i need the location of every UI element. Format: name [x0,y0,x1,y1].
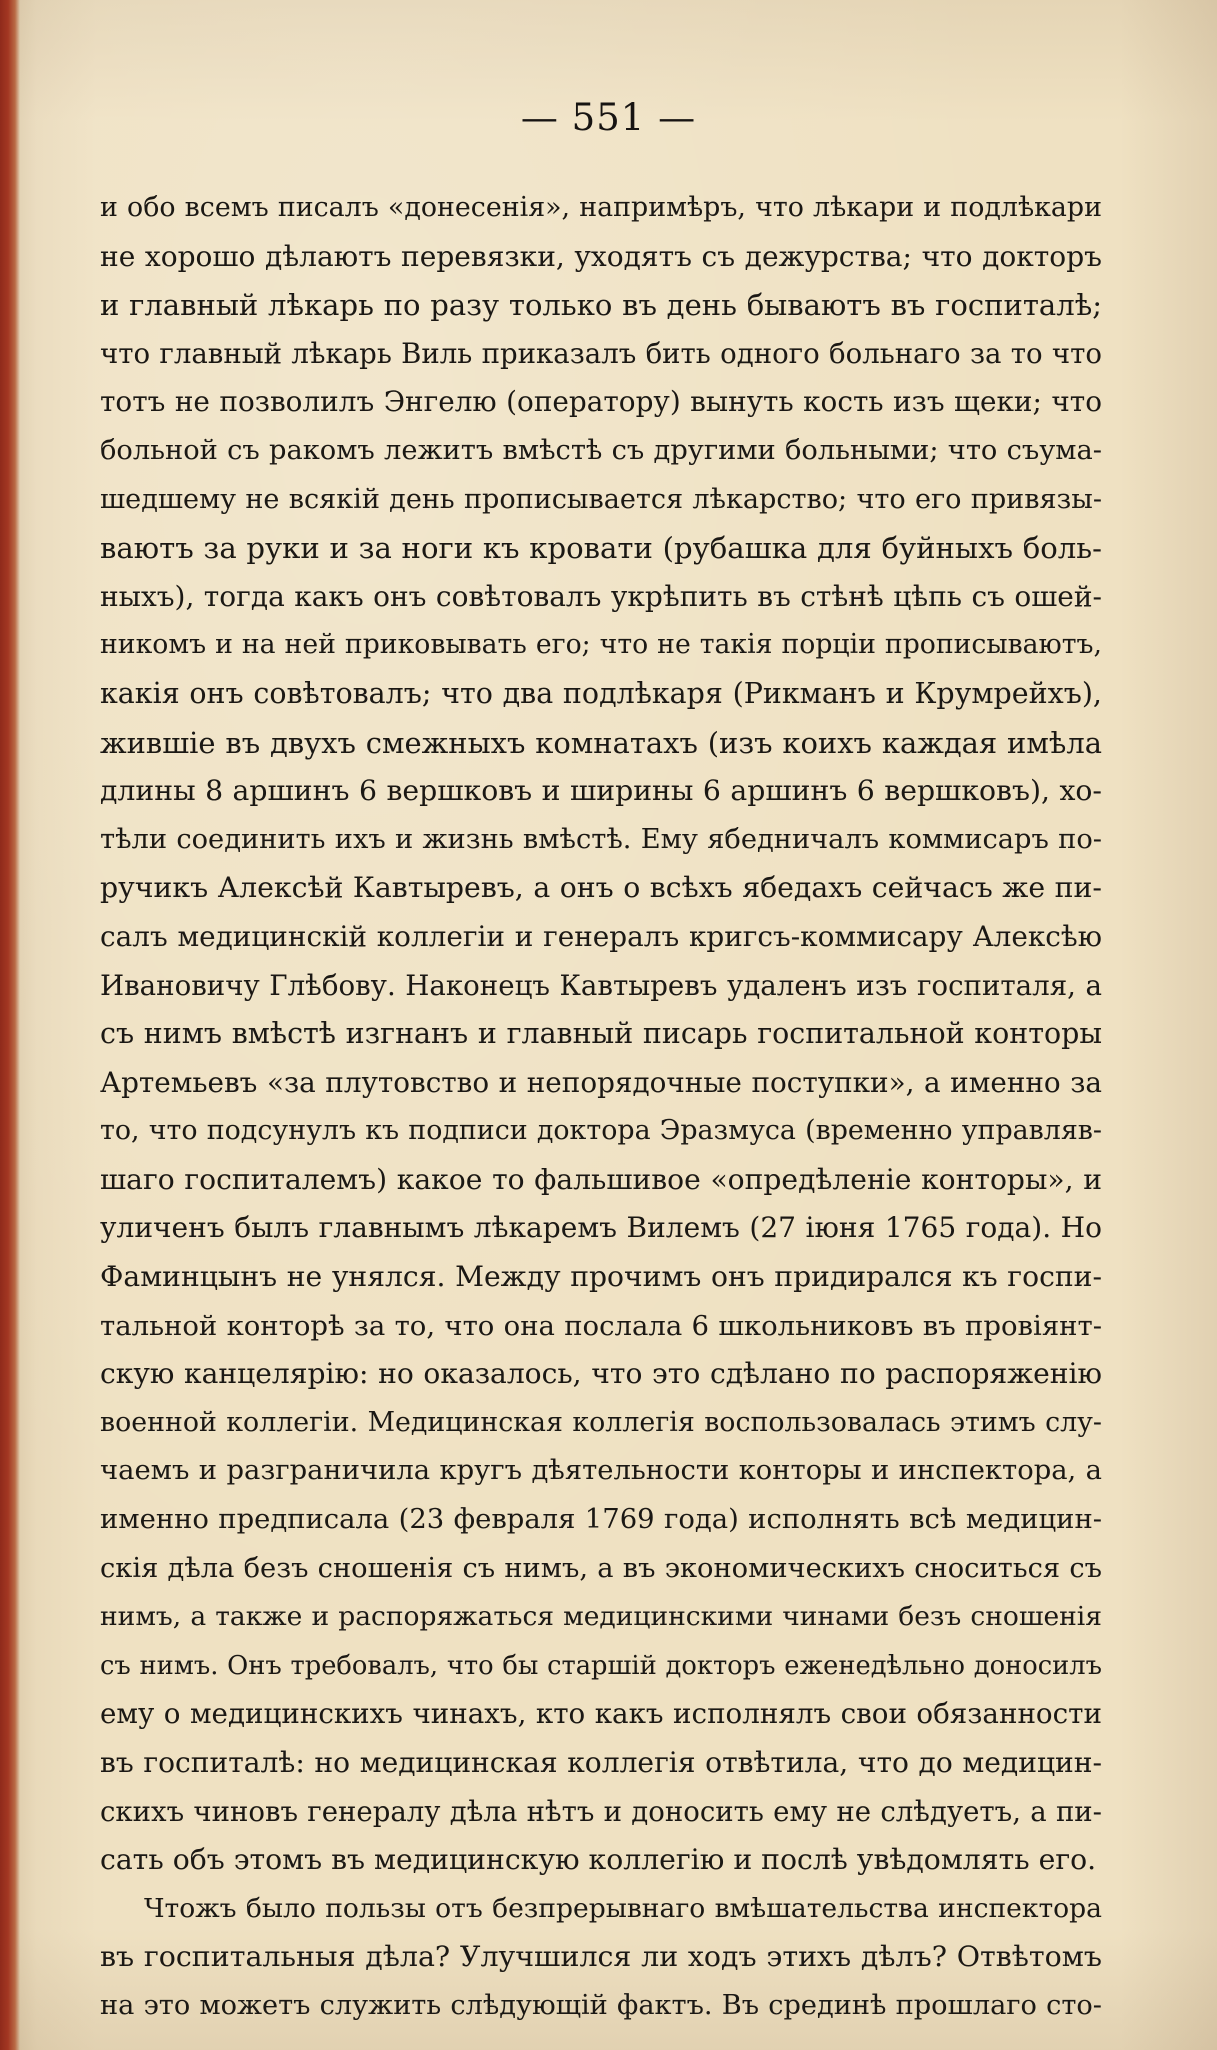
text-line: чаемъ и разграничила кругъ дѣятельности конторы и инспектора, а [100,1455,1102,1487]
text-line: военной коллегіи. Медицинская коллегія воспользовалась этимъ слу- [100,1406,1102,1438]
text-line: шедшему не всякій день прописывается лѣкарство; что его привязы- [100,483,1102,515]
text-line: длины 8 аршинъ 6 вершковъ и ширины 6 аршинъ 6 вершковъ), хо- [100,774,1102,808]
text-line: въ госпиталѣ: но медицинская коллегія отвѣтила, что до медицин- [100,1746,1102,1779]
text-line: ручикъ Алексѣй Кавтыревъ, а онъ о всѣхъ ябедахъ сейчасъ же пи- [100,871,1102,905]
text-line: ныхъ), тогда какъ онъ совѣтовалъ укрѣпить въ стѣнѣ цѣпь съ ошей- [100,579,1102,613]
text-line: Фаминцынъ не унялся. Между прочимъ онъ придирался къ госпи- [100,1260,1102,1294]
text-line: никомъ и на ней приковывать его; что не такія порціи прописываютъ, [100,629,1102,661]
paragraph-last-line: сать объ этомъ въ медицинскую коллегію и послѣ увѣдомлять его. [100,1843,1097,1877]
text-line: какія онъ совѣтовалъ; что два подлѣкаря (Рикманъ и Крумрейхъ), [100,676,1102,710]
page-number: — 551 — [520,96,697,139]
text-line: салъ медицинскій коллегіи и генералъ кригсъ-коммисару Алексѣю [100,919,1102,953]
text-line: нимъ, а также и распоряжаться медицинскими чинами безъ сношенія [100,1601,1102,1633]
text-line: и главный лѣкарь по разу только въ день бываютъ въ госпиталѣ; [100,288,1102,323]
page-binding-edge [0,0,20,2050]
text-line: ваютъ за руки и за ноги къ кровати (рубашка для буйныхъ боль- [100,531,1102,566]
text-line: скія дѣла безъ сношенія съ нимъ, а въ экономическихъ сноситься съ [100,1552,1102,1584]
text-line: уличенъ былъ главнымъ лѣкаремъ Вилемъ (27 іюня 1765 года). Но [100,1211,1102,1245]
text-line: тальной конторѣ за то, что она послала 6 школьниковъ въ провіянт- [100,1309,1102,1342]
text-line: съ нимъ вмѣстѣ изгнанъ и главный писарь госпитальной конторы [100,1017,1102,1051]
text-line: не хорошо дѣлаютъ перевязки, уходятъ съ дежурства; что докторъ [100,239,1102,273]
text-line: Ивановичу Глѣбову. Наконецъ Кавтыревъ удаленъ изъ госпиталя, а [100,968,1102,1002]
text-line: въ госпитальныя дѣла? Улучшился ли ходъ этихъ дѣлъ? Отвѣтомъ [100,1940,1102,1974]
text-line: скихъ чиновъ генералу дѣла нѣтъ и доносить ему не слѣдуетъ, а пи- [100,1794,1102,1828]
text-line: ему о медицинскихъ чинахъ, кто какъ исполнялъ свои обязанности [100,1697,1102,1731]
text-line: скую канцелярію: но оказалось, что это сдѣлано по распоряженію [100,1357,1102,1391]
text-line: то, что подсунулъ къ подписи доктора Эразмуса (временно управляв- [100,1115,1102,1147]
text-line: на это можетъ служить слѣдующій фактъ. Въ срединѣ прошлаго сто- [100,1989,1102,2021]
text-line: съ нимъ. Онъ требовалъ, что бы старшій докторъ еженедѣльно доносилъ [100,1650,1102,1681]
text-line: именно предписала (23 февраля 1769 года) исполнять всѣ медицин- [100,1504,1102,1536]
text-line: что главный лѣкарь Виль приказалъ бить одного больнаго за то что [100,336,1102,370]
text-line: тотъ не позволилъ Энгелю (оператору) вынуть кость изъ щеки; что [100,385,1102,419]
text-line: тѣли соединить ихъ и жизнь вмѣстѣ. Ему ябедничалъ коммисаръ по- [100,823,1102,855]
text-line: больной съ ракомъ лежитъ вмѣстѣ съ другими больными; что съума- [100,434,1102,466]
text-line: Артемьевъ «за плутовство и непорядочные поступки», а именно за [100,1065,1102,1099]
body-text [100,184,1102,2031]
paragraph-first-line: Чтожъ было пользы отъ безпрерывнаго вмѣшательства инспектора [144,1892,1102,1924]
text-line: шаго госпиталемъ) какое то фальшивое «опредѣленіе конторы», и [100,1162,1102,1196]
text-line: жившіе въ двухъ смежныхъ комнатахъ (изъ коихъ каждая имѣла [100,725,1102,760]
text-line: и обо всемъ писалъ «донесенія», напримѣръ, что лѣкари и подлѣкари [100,192,1102,223]
